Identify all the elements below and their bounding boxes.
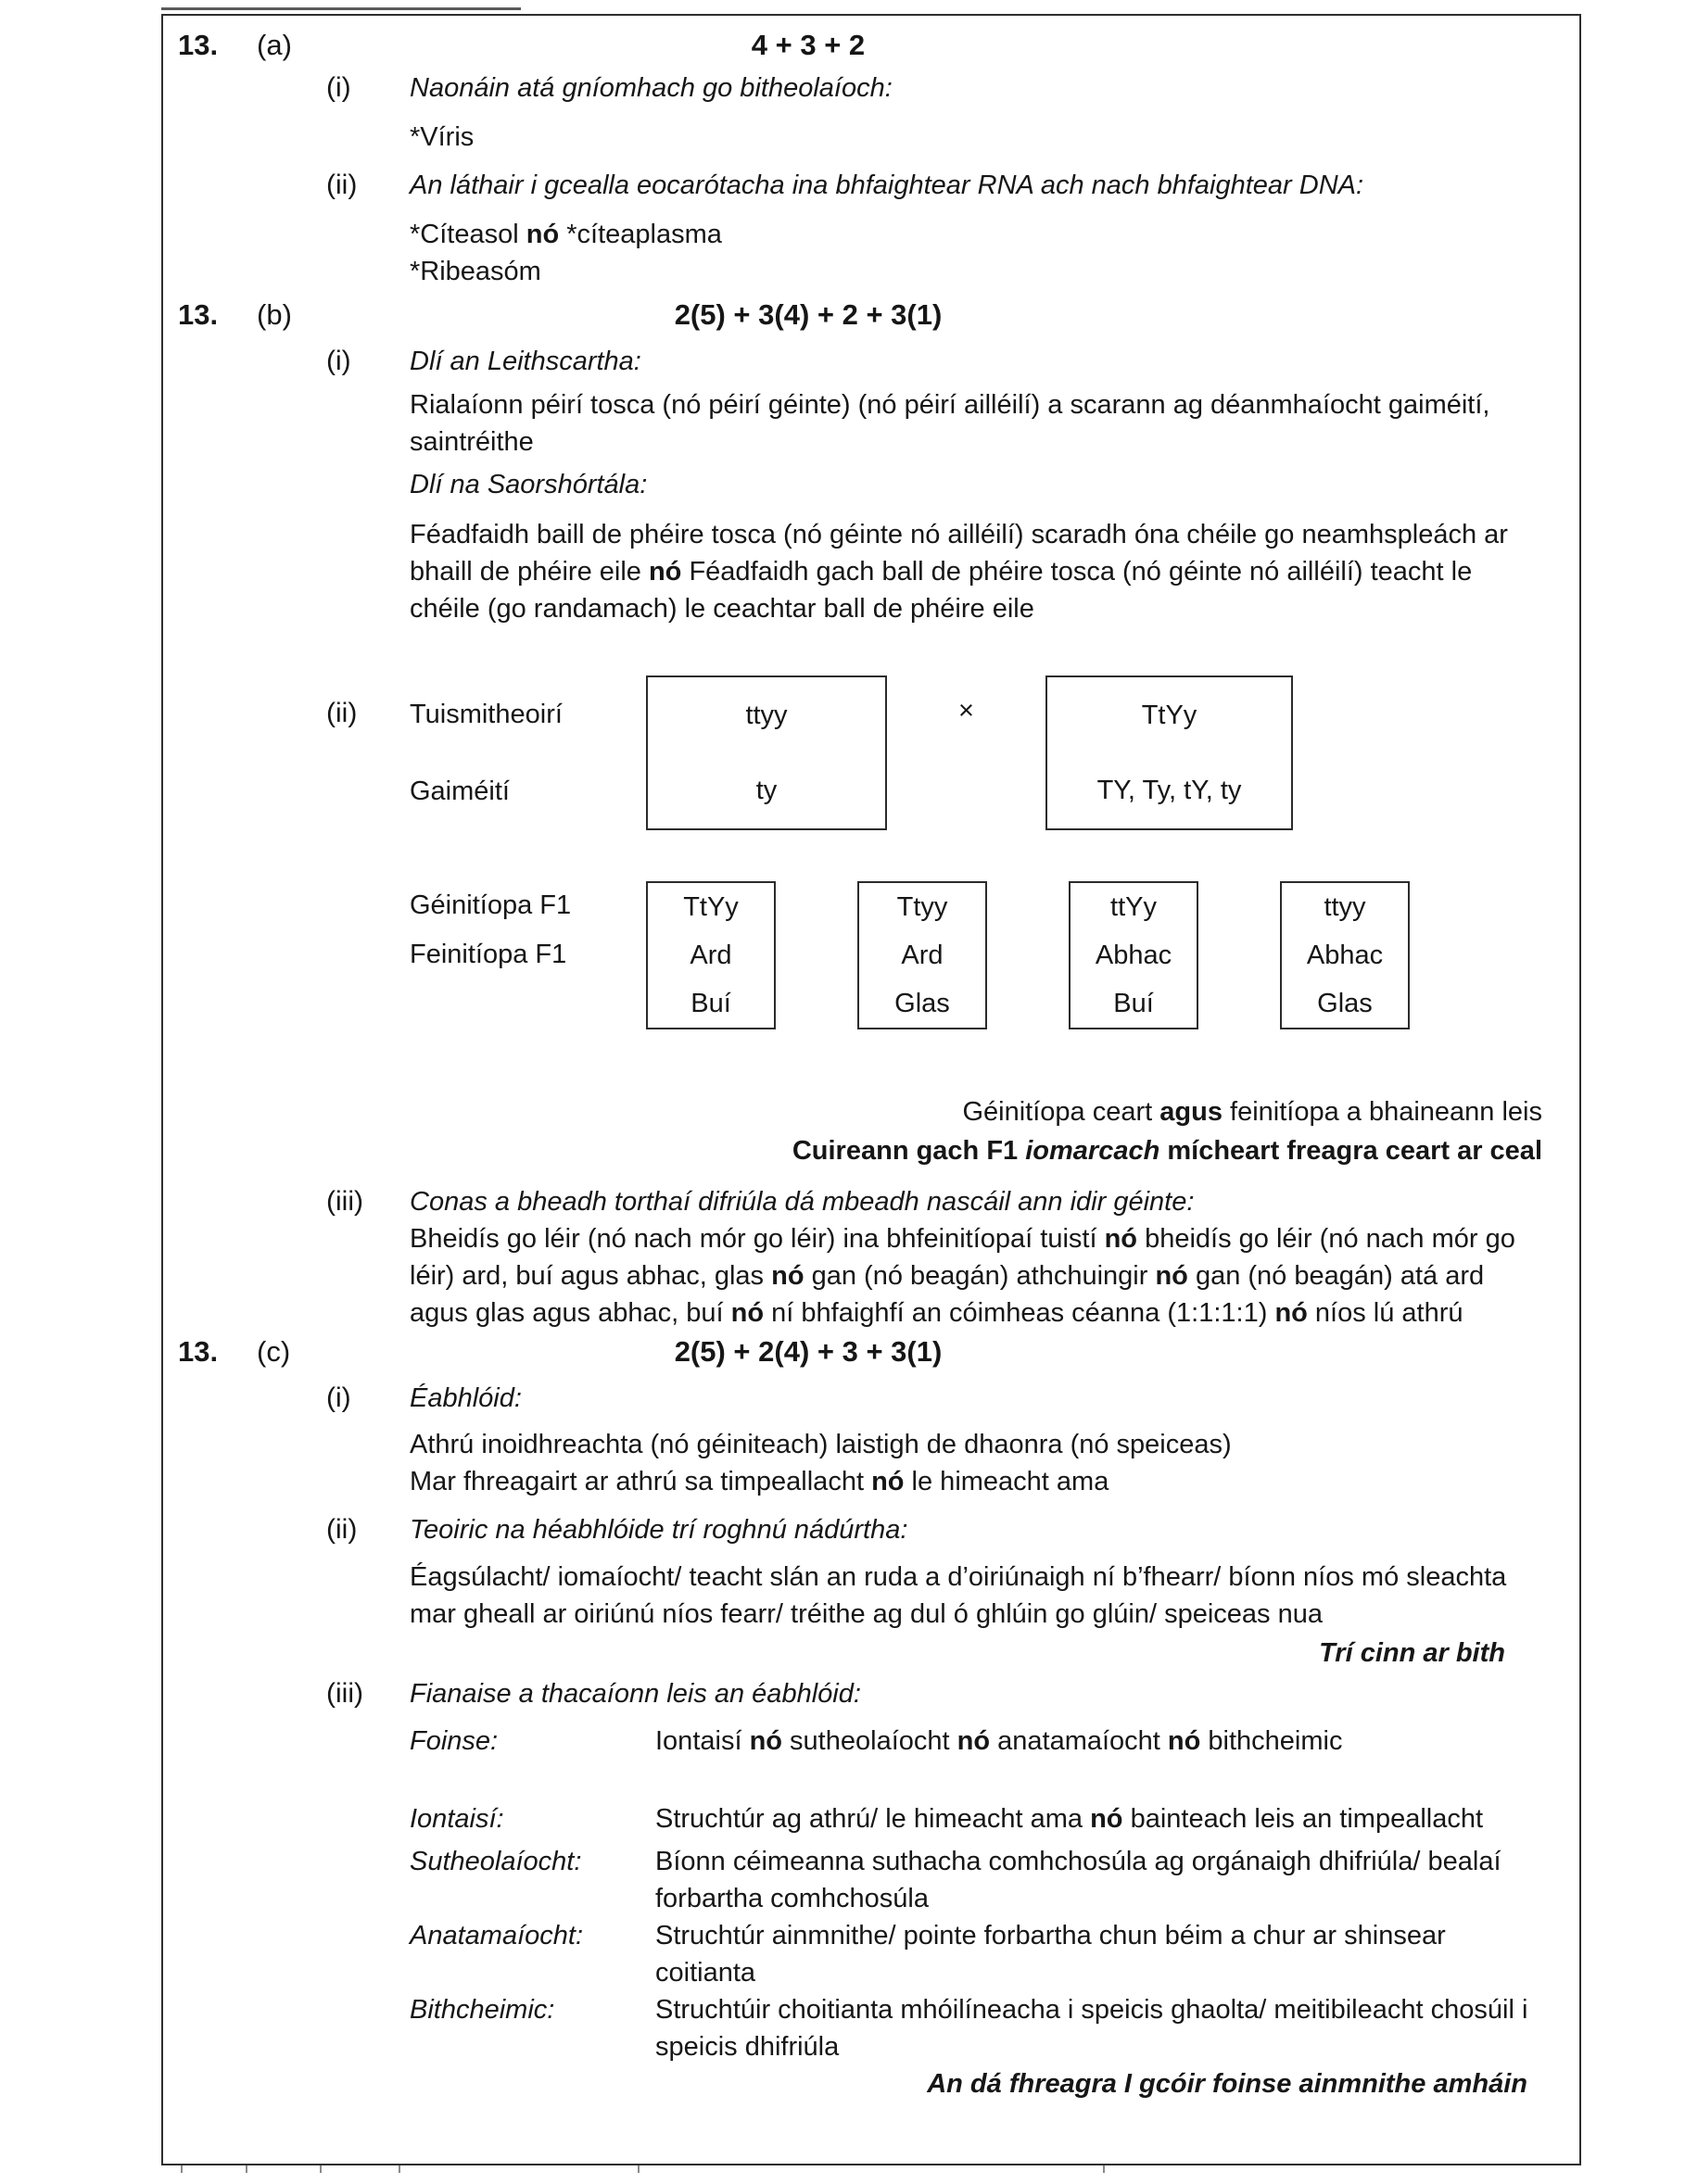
subpart-label: (ii) [326,1514,358,1545]
part-c-i-answer-row [178,1426,1542,1500]
parent1-gametes: ty [755,776,778,806]
subpart-label: (i) [326,1382,351,1413]
part-c-i-row [178,1380,1542,1417]
any-three-note: Trí cinn ar bith [1319,1638,1505,1668]
marks-allocation-b: 2(5) + 3(4) + 2 + 3(1) [674,298,943,331]
scan-tick-mark [320,2165,322,2173]
evidence-anatomy-row [178,1917,1542,1991]
definition-term: Bithcheimic: [410,1995,555,2025]
scan-tick-mark [638,2165,640,2173]
parent2-gametes: TY, Ty, tY, ty [1096,776,1242,806]
f1-phenotype-label: Feinitíopa F1 [410,940,567,969]
marking-note-1: Géinitíopa ceart agus feinitíopa a bhaineann leis [962,1097,1542,1127]
marking-note-2: Cuireann gach F1 iomarcach mícheart freagra ceart ar ceal [792,1136,1542,1166]
evidence-embryology-row [178,1843,1542,1917]
part-b-i-law2-title-row [178,466,1542,503]
definition-term: Sutheolaíocht: [410,1847,582,1876]
part-a-ii-row [178,167,1542,204]
parent-diagram-labels [410,675,646,830]
question-13a-row [178,27,1542,64]
subpart-heading: Naonáin atá gníomhach go bitheolaíoch: [410,73,893,103]
question-part-letter: (c) [257,1335,291,1368]
subpart-heading: Éabhlóid: [410,1383,522,1413]
subpart-label: (i) [326,346,351,376]
f1-genotype: TtYy [683,892,739,922]
law2-title: Dlí na Saorshórtála: [410,470,648,499]
question-number: 13. [178,298,219,331]
f1-genotype: Ttyy [896,892,948,922]
answer-text: *Ribeasóm [410,257,541,286]
answer-text: *Víris [410,122,475,152]
question-number: 13. [178,29,219,61]
f1-box-1 [646,881,776,1029]
f1-trait: Ard [901,941,944,970]
f1-box-2 [857,881,987,1029]
scan-tick-mark [246,2165,247,2173]
marks-allocation-a: 4 + 3 + 2 [751,29,866,61]
scan-tick-mark [181,2165,183,2173]
subpart-label: (i) [326,72,351,103]
footer-note: An dá fhreagra I gcóir foinse ainmnithe amháin [927,2069,1527,2099]
subpart-heading: Conas a bheadh torthaí difriúla dá mbeadh nascáil ann idir géinte: [410,1187,1195,1217]
parent1-box [646,675,887,830]
f1-genotype-label: Géinitíopa F1 [410,890,572,920]
definition-text: Bíonn céimeanna suthacha comhchosúla ag orgánaigh dhifriúla/ bealaí forbartha comhchosúla [655,1847,1501,1913]
f1-trait: Buí [690,989,731,1018]
evidence-source-row [178,1723,1542,1760]
f1-trait: Abhac [1095,941,1172,970]
part-b-iii-row [178,1183,1542,1220]
part-b-i-law1-row [178,386,1542,461]
evidence-fossils-row [178,1800,1542,1837]
f1-box-4 [1280,881,1410,1029]
parent1-genotype: ttyy [745,700,788,730]
part-a-ii-answer-row [178,216,1542,253]
parent2-genotype: TtYy [1141,700,1197,730]
f1-genotype: ttYy [1110,892,1157,922]
law1-text: Rialaíonn péirí tosca (nó péirí géinte) (nó péirí ailléilí) a scarann ag déanmhaíocht gaiméití, saintréithe [410,390,1490,457]
part-b-i-row [178,343,1542,380]
gametes-label: Gaiméití [410,776,510,807]
definition-text: Struchtúir choitianta mhóilíneacha i speicis ghaolta/ meitibileacht chosúil i speicis dhifriúla [655,1995,1528,2062]
part-c-iii-row [178,1675,1542,1712]
f1-diagram-labels [410,881,646,1029]
f1-trait: Glas [894,989,950,1018]
question-13c-row [178,1333,1542,1370]
part-a-i-answer-row [178,119,1542,156]
definition-text: Struchtúr ainmnithe/ pointe forbartha chun béim a chur ar shinsear coitianta [655,1921,1446,1988]
answer-text: Mar fhreagairt ar athrú sa timpeallacht nó le himeacht ama [410,1467,1109,1496]
answer-text: Éagsúlacht/ iomaíocht/ teacht slán an ruda a d’oiriúnaigh ní b’fhearr/ bíonn níos mó sleachta mar gheall ar oiriúnú níos fearr/ tréithe ag dul ó ghlúin go glúin/ speiceas nua [410,1562,1507,1629]
subpart-label: (iii) [326,1678,363,1709]
definition-term: Iontaisí: [410,1804,504,1834]
f1-diagram [178,881,1542,1029]
cross-symbol: × [958,696,974,726]
f1-box-3 [1069,881,1198,1029]
f1-trait: Glas [1317,989,1373,1018]
definition-text: Iontaisí nó sutheolaíocht nó anatamaíocht nó bithcheimic [655,1726,1343,1756]
part-c-ii-row [178,1511,1542,1548]
question-part-letter: (a) [257,29,292,61]
definition-text: Struchtúr ag athrú/ le himeacht ama nó bainteach leis an timpeallacht [655,1804,1484,1834]
question-number: 13. [178,1335,219,1368]
subpart-heading: Fianaise a thacaíonn leis an éabhlóid: [410,1679,861,1709]
definition-term: Anatamaíocht: [410,1921,583,1950]
scan-artifact-line [161,7,521,10]
evidence-biochemistry-row [178,1991,1542,2065]
f1-genotype: ttyy [1324,892,1366,922]
subpart-label: (ii) [326,698,358,728]
subpart-label: (iii) [326,1186,363,1217]
part-a-i-row [178,69,1542,107]
question-13b-row [178,297,1542,334]
definition-term: Foinse: [410,1726,499,1756]
f1-trait: Buí [1113,989,1154,1018]
scan-tick-mark [1103,2165,1105,2173]
answer-text: *Cíteasol nó *cíteaplasma [410,220,722,249]
part-a-ii-answer2-row [178,253,1542,290]
answer-text: Bheidís go léir (nó nach mór go léir) ina bhfeinitíopaí tuistí nó bheidís go léir (nó nach mór go léir) ard, buí agus abhac, glas nó gan (nó beagán) athchuingir nó gan (nó beagán) atá ard agus glas agus abhac, buí nó ní bhfaighfí an cóimheas céanna (1:1:1:1) nó níos lú athrú [410,1224,1515,1328]
part-b-i-law2-row [178,516,1542,627]
marking-scheme-page [161,14,1581,2165]
part-b-iii-answer-row [178,1220,1542,1332]
question-part-letter: (b) [257,298,292,331]
scan-tick-mark [399,2165,400,2173]
f1-trait: Ard [690,941,732,970]
law2-text: Féadfaidh baill de phéire tosca (nó géinte nó ailléilí) scaradh óna chéile go neamhspleách ar bhaill de phéire eile nó Féadfaidh gach ball de phéire tosca (nó géinte nó ailléilí) teacht le chéile (go randamach) le ceachtar ball de phéire eile [410,520,1508,624]
part-c-ii-answer-row [178,1559,1542,1633]
parents-label: Tuismitheoirí [410,699,563,729]
parent-cross-diagram [178,675,1542,830]
law1-title: Dlí an Leithscartha: [410,347,641,376]
f1-trait: Abhac [1306,941,1384,970]
parent2-box [1045,675,1293,830]
marks-allocation-c: 2(5) + 2(4) + 3 + 3(1) [674,1335,943,1368]
subpart-label: (ii) [326,170,358,200]
answer-text: Athrú inoidhreachta (nó géiniteach) laistigh de dhaonra (nó speiceas) [410,1430,1232,1459]
subpart-heading: Teoiric na héabhlóide trí roghnú nádúrtha: [410,1515,908,1545]
subpart-heading: An láthair i gcealla eocarótacha ina bhfaightear RNA ach nach bhfaightear DNA: [410,170,1364,200]
